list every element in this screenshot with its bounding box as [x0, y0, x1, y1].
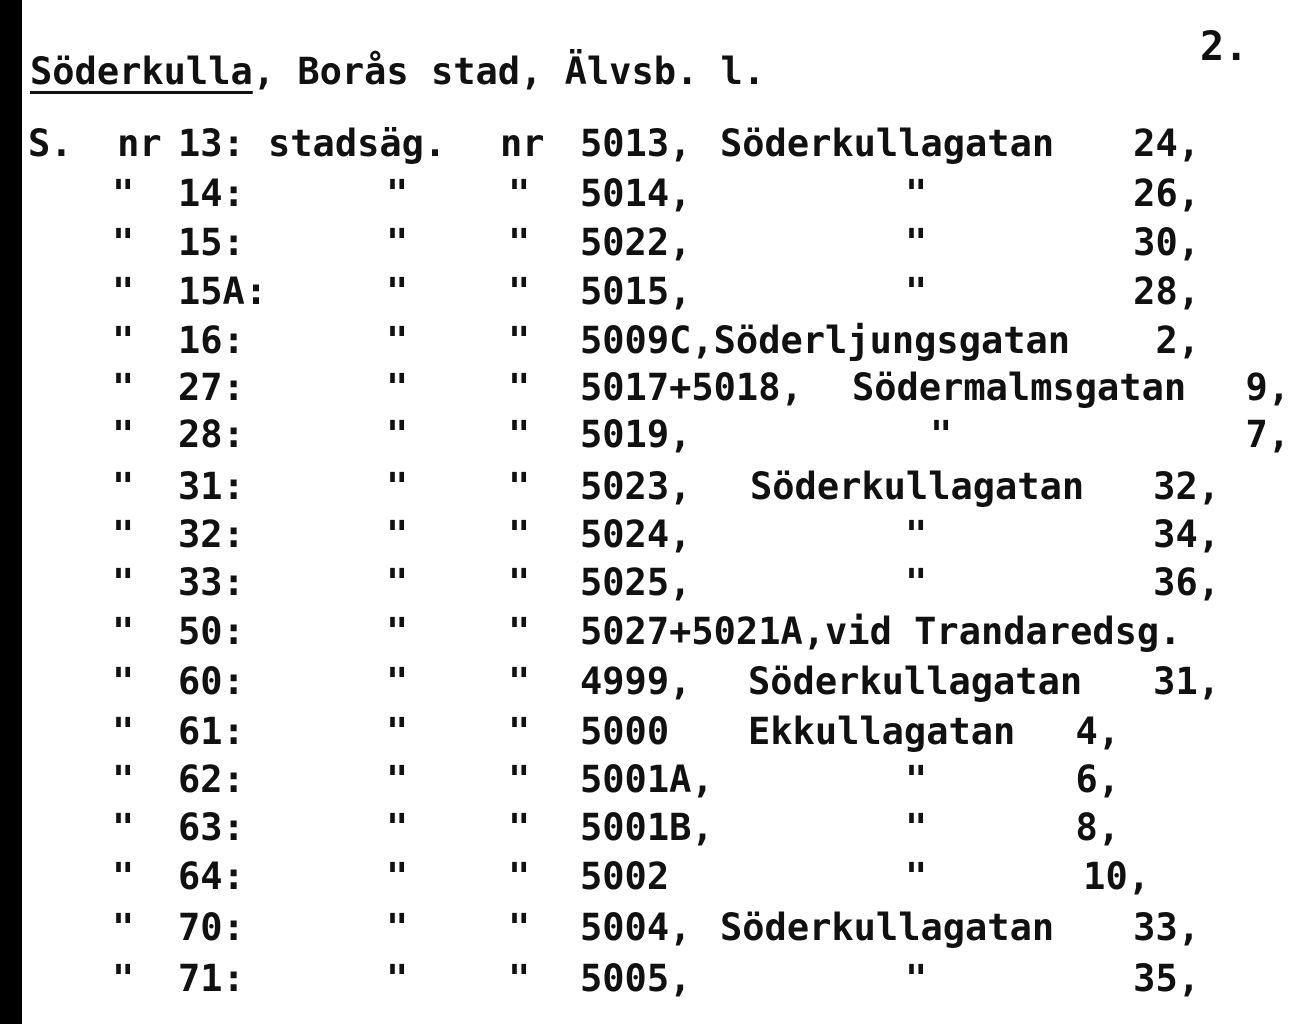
row-prefix: "	[112, 710, 135, 753]
house-number: 32,	[1153, 465, 1220, 508]
row-prefix: "	[112, 221, 135, 264]
street-name: "	[905, 561, 928, 604]
page-number: 2.	[1200, 24, 1249, 70]
register-row	[0, 610, 1299, 658]
nr-label: nr	[500, 122, 545, 165]
register-row	[0, 513, 1299, 561]
s-number: 64:	[178, 855, 245, 898]
stadsag-ditto: "	[386, 660, 409, 703]
register-row	[0, 957, 1299, 1005]
row-prefix: S. nr	[28, 122, 162, 165]
row-prefix: "	[112, 906, 135, 949]
stadsag-ditto: "	[386, 465, 409, 508]
register-row	[0, 710, 1299, 758]
nr-ditto: "	[508, 710, 531, 753]
house-number: 28,	[1133, 270, 1200, 313]
house-number: 35,	[1133, 957, 1200, 1000]
nr-ditto: "	[508, 366, 531, 409]
stadsag-ditto: "	[386, 366, 409, 409]
house-number: 26,	[1133, 172, 1200, 215]
plot-number: 5009C,Söderljungsgatan	[580, 319, 1071, 362]
stadsag-ditto: "	[386, 957, 409, 1000]
stadsag-ditto: "	[386, 806, 409, 849]
row-prefix: "	[112, 172, 135, 215]
street-name: "	[905, 270, 928, 313]
s-number: 15A:	[178, 270, 268, 313]
s-number: 15:	[178, 221, 245, 264]
house-number: 24,	[1133, 122, 1200, 165]
nr-ditto: "	[508, 319, 531, 362]
house-number: 10,	[1083, 855, 1150, 898]
plot-number: 5014,	[580, 172, 692, 215]
s-number: 63:	[178, 806, 245, 849]
s-number: 70:	[178, 906, 245, 949]
street-name: "	[905, 172, 928, 215]
s-number: 32:	[178, 513, 245, 556]
row-prefix: "	[112, 758, 135, 801]
house-number: 36,	[1153, 561, 1220, 604]
nr-ditto: "	[508, 758, 531, 801]
register-row	[0, 758, 1299, 806]
register-row	[0, 465, 1299, 513]
row-prefix: "	[112, 270, 135, 313]
nr-ditto: "	[508, 413, 531, 456]
stadsag-ditto: "	[386, 172, 409, 215]
plot-number: 5023,	[580, 465, 692, 508]
s-number: 71:	[178, 957, 245, 1000]
stadsag-ditto: "	[386, 513, 409, 556]
stadsag-ditto: "	[386, 906, 409, 949]
row-prefix: "	[112, 319, 135, 362]
street-name: "	[905, 855, 928, 898]
stadsag-ditto: "	[386, 319, 409, 362]
s-number: 13:	[178, 122, 245, 165]
row-prefix: "	[112, 465, 135, 508]
nr-ditto: "	[508, 270, 531, 313]
row-prefix: "	[112, 660, 135, 703]
row-prefix: "	[112, 561, 135, 604]
row-prefix: "	[112, 610, 135, 653]
street-name: Ekkullagatan	[748, 710, 1016, 753]
house-number: 2,	[1155, 319, 1200, 362]
register-row	[0, 270, 1299, 318]
row-prefix: "	[112, 855, 135, 898]
row-prefix: "	[112, 513, 135, 556]
street-name: Söderkullagatan	[748, 660, 1083, 703]
plot-number: 5002	[580, 855, 670, 898]
nr-ditto: "	[508, 221, 531, 264]
stadsag-ditto: "	[386, 413, 409, 456]
register-row	[0, 906, 1299, 954]
street-name: "	[905, 513, 928, 556]
row-prefix: "	[112, 366, 135, 409]
street-name: Söderkullagatan	[720, 906, 1055, 949]
place-name: Söderkulla	[30, 50, 253, 93]
s-number: 61:	[178, 710, 245, 753]
register-row	[0, 561, 1299, 609]
house-number: 6,	[1075, 758, 1120, 801]
s-number: 27:	[178, 366, 245, 409]
plot-number: 5015,	[580, 270, 692, 313]
house-number: 4,	[1075, 710, 1120, 753]
house-number: 34,	[1153, 513, 1220, 556]
plot-number: 5005,	[580, 957, 692, 1000]
plot-number: 5022,	[580, 221, 692, 264]
nr-ditto: "	[508, 906, 531, 949]
row-prefix: "	[112, 957, 135, 1000]
s-number: 50:	[178, 610, 245, 653]
register-row	[0, 413, 1299, 461]
house-number: 31,	[1153, 660, 1220, 703]
row-prefix: "	[112, 806, 135, 849]
street-name: "	[930, 413, 953, 456]
nr-ditto: "	[508, 806, 531, 849]
plot-number: 5025,	[580, 561, 692, 604]
register-row	[0, 122, 1299, 170]
stadsag-ditto: "	[386, 610, 409, 653]
stadsag-ditto: "	[386, 855, 409, 898]
nr-ditto: "	[508, 172, 531, 215]
stadsag-ditto: "	[386, 561, 409, 604]
s-number: 33:	[178, 561, 245, 604]
header-rest: , Borås stad, Älvsb. l.	[252, 50, 766, 93]
plot-number: 5013,	[580, 122, 692, 165]
house-number: 9,	[1245, 366, 1290, 409]
street-name: "	[905, 957, 928, 1000]
plot-number: 5004,	[580, 906, 692, 949]
nr-ditto: "	[508, 855, 531, 898]
s-number: 14:	[178, 172, 245, 215]
street-name: Söderkullagatan	[750, 465, 1085, 508]
nr-ditto: "	[508, 957, 531, 1000]
street-name: Söderkullagatan	[720, 122, 1055, 165]
stadsag-ditto: "	[386, 758, 409, 801]
stadsag-ditto: "	[386, 270, 409, 313]
register-row	[0, 172, 1299, 220]
document-header	[30, 50, 765, 93]
s-number: 16:	[178, 319, 245, 362]
street-name: Södermalmsgatan	[852, 366, 1187, 409]
stadsag-label: stadsäg.	[268, 122, 447, 165]
stadsag-ditto: "	[386, 221, 409, 264]
nr-ditto: "	[508, 561, 531, 604]
house-number: 7,	[1245, 413, 1290, 456]
stadsag-ditto: "	[386, 710, 409, 753]
s-number: 60:	[178, 660, 245, 703]
nr-ditto: "	[508, 610, 531, 653]
nr-ditto: "	[508, 513, 531, 556]
nr-ditto: "	[508, 465, 531, 508]
register-row	[0, 660, 1299, 708]
register-row	[0, 319, 1299, 367]
street-name: "	[905, 806, 928, 849]
plot-number: 4999,	[580, 660, 692, 703]
register-row	[0, 806, 1299, 854]
plot-number: 5019,	[580, 413, 692, 456]
house-number: 8,	[1075, 806, 1120, 849]
plot-number: 5017+5018,	[580, 366, 803, 409]
row-prefix: "	[112, 413, 135, 456]
house-number: 30,	[1133, 221, 1200, 264]
plot-number: 5001B,	[580, 806, 714, 849]
register-row	[0, 855, 1299, 903]
s-number: 31:	[178, 465, 245, 508]
nr-ditto: "	[508, 660, 531, 703]
plot-number: 5001A,	[580, 758, 714, 801]
house-number: 33,	[1133, 906, 1200, 949]
street-name: "	[905, 221, 928, 264]
plot-number: 5000	[580, 710, 670, 753]
plot-number: 5024,	[580, 513, 692, 556]
street-name: "	[905, 758, 928, 801]
s-number: 28:	[178, 413, 245, 456]
register-row	[0, 221, 1299, 269]
s-number: 62:	[178, 758, 245, 801]
plot-number: 5027+5021A,vid Trandaredsg.	[580, 610, 1182, 653]
register-row	[0, 366, 1299, 414]
